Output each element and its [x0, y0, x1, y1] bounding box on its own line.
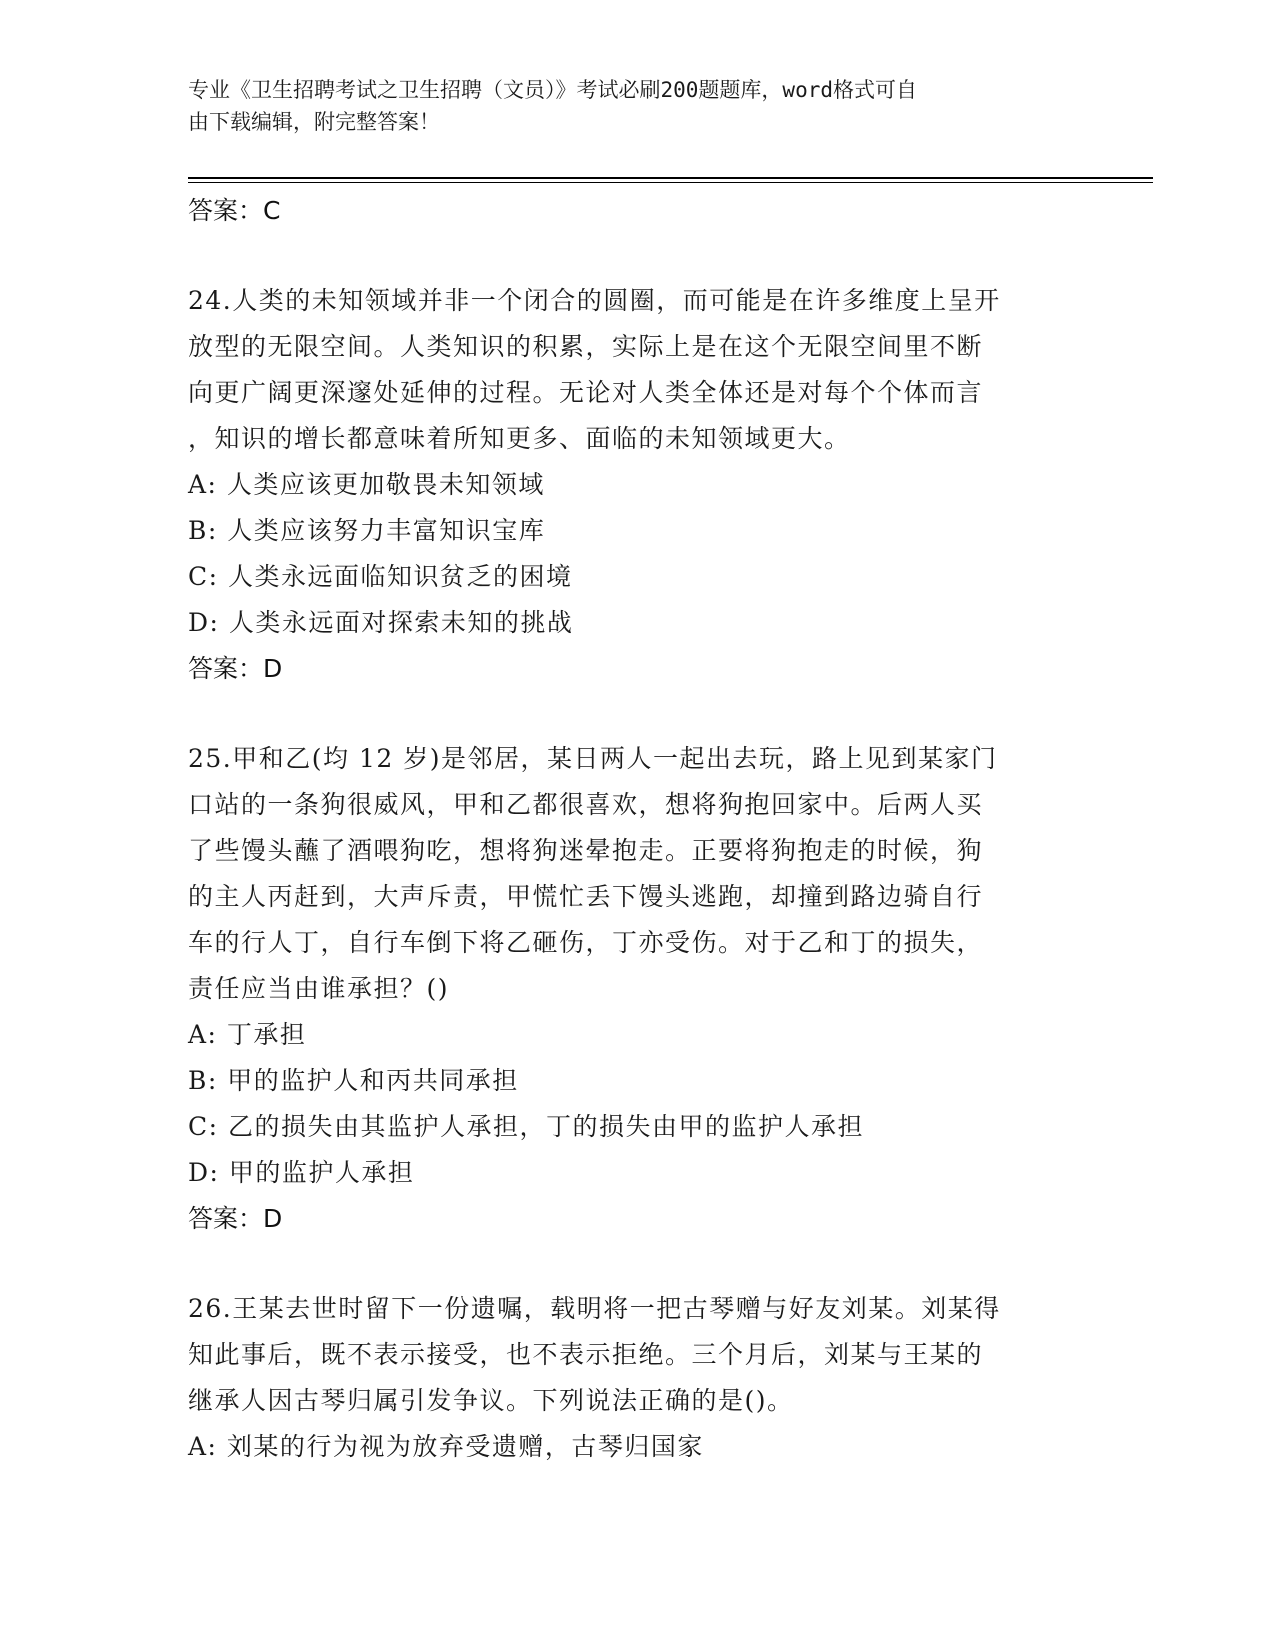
question-26-line-2: 知此事后，既不表示接受，也不表示拒绝。三个月后，刘某与王某的	[188, 1340, 984, 1369]
question-24-line-4: ，知识的增长都意味着所知更多、面临的未知领域更大。	[188, 424, 851, 453]
question-24-option-a: A: 人类应该更加敬畏未知领域	[188, 470, 545, 499]
question-25-line-3: 了些馒头蘸了酒喂狗吃，想将狗迷晕抱走。正要将狗抱走的时候，狗	[188, 836, 984, 865]
question-24	[188, 278, 1088, 692]
question-25-line-6: 责任应当由谁承担？()	[188, 974, 450, 1003]
header-line-2: 由下载编辑，附完整答案！	[188, 110, 440, 134]
question-25-option-c: C: 乙的损失由其监护人承担，丁的损失由甲的监护人承担	[188, 1112, 865, 1141]
question-24-line-1: 24.人类的未知领域并非一个闭合的圆圈，而可能是在许多维度上呈开	[188, 286, 1001, 315]
question-25-option-a: A: 丁承担	[188, 1020, 307, 1049]
question-25-line-5: 车的行人丁，自行车倒下将乙砸伤，丁亦受伤。对于乙和丁的损失，	[188, 928, 984, 957]
question-24-line-3: 向更广阔更深邃处延伸的过程。无论对人类全体还是对每个个体而言	[188, 378, 984, 407]
answer-25: 答案：D	[188, 1204, 283, 1233]
page-header	[188, 74, 1088, 138]
question-26-option-a: A: 刘某的行为视为放弃受遗赠，古琴归国家	[188, 1432, 704, 1461]
question-content	[188, 188, 1088, 1470]
question-26	[188, 1286, 1088, 1470]
question-24-line-2: 放型的无限空间。人类知识的积累，实际上是在这个无限空间里不断	[188, 332, 984, 361]
header-divider-thin	[188, 182, 1153, 183]
question-25-line-2: 口站的一条狗很威风，甲和乙都很喜欢，想将狗抱回家中。后两人买	[188, 790, 984, 819]
answer-24: 答案：D	[188, 654, 283, 683]
question-24-option-c: C: 人类永远面临知识贫乏的困境	[188, 562, 573, 591]
question-25-option-d: D: 甲的监护人承担	[188, 1158, 415, 1187]
header-line-1: 专业《卫生招聘考试之卫生招聘（文员）》考试必刷200题题库，word格式可自	[188, 78, 917, 102]
question-24-option-b: B: 人类应该努力丰富知识宝库	[188, 516, 546, 545]
question-24-option-d: D: 人类永远面对探索未知的挑战	[188, 608, 574, 637]
question-25-line-4: 的主人丙赶到，大声斥责，甲慌忙丢下馒头逃跑，却撞到路边骑自行	[188, 882, 984, 911]
question-25-line-1: 25.甲和乙(均 12 岁)是邻居，某日两人一起出去玩，路上见到某家门	[188, 744, 998, 773]
answer-23: 答案：C	[188, 196, 281, 225]
header-divider-thick	[188, 177, 1153, 179]
question-25	[188, 736, 1088, 1242]
question-26-line-1: 26.王某去世时留下一份遗嘱，载明将一把古琴赠与好友刘某。刘某得	[188, 1294, 1001, 1323]
question-26-line-3: 继承人因古琴归属引发争议。下列说法正确的是()。	[188, 1386, 794, 1415]
question-25-option-b: B: 甲的监护人和丙共同承担	[188, 1066, 519, 1095]
